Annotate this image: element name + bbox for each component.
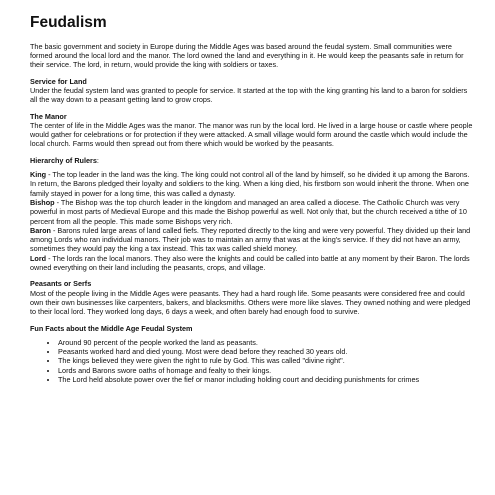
page-title: Feudalism (30, 14, 107, 31)
service-paragraph: Under the feudal system land was granted to people for service. It started at the top with the king granting his land to a baron for soldiers all the way down to a peasant getting land to grow crops. (30, 86, 468, 105)
service-section (30, 77, 473, 105)
hierarchy-heading-text: Hierarchy of Rulers (30, 155, 97, 165)
fact-item: • Peasants worked hard and died young. Most were dead before they reached 30 years old. (58, 347, 473, 356)
facts-section (30, 324, 473, 385)
peasants-section (30, 279, 473, 316)
manor-section (30, 112, 473, 149)
peasants-paragraph: Most of the people living in the Middle Ages were peasants. They had a hard rough life. Some peasants were considered free and could own their own businesses like carpenters, bakers, and blacksmiths. Others were more like slaves. They owned nothing and were pledged to their local lord. They worked long days, 6 days a week, and often barely had enough food to survive. (30, 288, 471, 317)
baron-paragraph (30, 226, 473, 254)
intro-paragraph: The basic government and society in Europe during the Middle Ages was based around the feudal system. Small communities were formed around the local lord and the manor. The lord owned the land and everything in it. He would keep the peasants safe in return for their service. The lord, in return, would provide the king with soldiers or taxes. (30, 41, 464, 70)
king-label: King (30, 170, 47, 180)
lord-text: - The lords ran the local manors. They also were the knights and could be called into battle at any moment by their Baron. The lords owned everything on their land including the peasants, crops, and village. (30, 253, 470, 273)
fact-item: • Lords and Barons swore oaths of homage and fealty to their kings. (58, 366, 473, 375)
bishop-text: - The Bishop was the top church leader in the kingdom and managed an area called a diocese. The Catholic Church was very powerful in most parts of Medieval Europe and this made the Bishop powerful as well. Not only that, but the church received a tithe of 10 percent from all the people. This made some Bishops very rich. (30, 197, 467, 226)
fact-item: • The Lord held absolute power over the fief or manor including holding court and deciding punishments for crimes (58, 375, 473, 384)
hierarchy-heading (30, 156, 473, 165)
service-heading: Service for Land (30, 76, 87, 86)
facts-list (30, 338, 473, 384)
king-paragraph (30, 170, 473, 198)
baron-text: - Barons ruled large areas of land called fiefs. They reported directly to the king and were very powerful. They divided up their land among Lords who ran individual manors. Their job was to maintain an army that was at the king's service. If they did not have an army, sometimes they would pay the king a tax instead. This tax was called shield money. (30, 225, 471, 254)
bishop-label: Bishop (30, 197, 55, 207)
lord-label: Lord (30, 253, 47, 263)
hierarchy-section (30, 156, 473, 273)
manor-heading: The Manor (30, 111, 67, 121)
king-text: - The top leader in the land was the king. The king could not control all of the land by himself, so he divided it up among the Barons. In return, the Barons pledged their loyalty and soldiers to the king. When a king died, his firstborn son would inherit the throne. When one family stayed in power for a long time, this was called a dynasty. (30, 170, 470, 198)
fact-item: • The kings believed they were given the right to rule by God. This was called "divine right". (58, 356, 473, 365)
baron-label: Baron (30, 225, 51, 235)
lord-paragraph (30, 254, 473, 273)
facts-heading: Fun Facts about the Middle Age Feudal System (30, 323, 193, 333)
hierarchy-heading-colon: : (96, 155, 99, 165)
peasants-heading: Peasants or Serfs (30, 279, 92, 289)
bishop-paragraph (30, 198, 473, 226)
fact-item: • Around 90 percent of the people worked the land as peasants. (58, 338, 473, 347)
manor-paragraph: The center of life in the Middle Ages was the manor. The manor was run by the local lord. He lived in a large house or castle where people would gather for celebrations or for protection if they were attacked. A small village would form around the castle which would include the local church. Farms would then spread out from there which would be worked by the peasants. (30, 120, 473, 149)
